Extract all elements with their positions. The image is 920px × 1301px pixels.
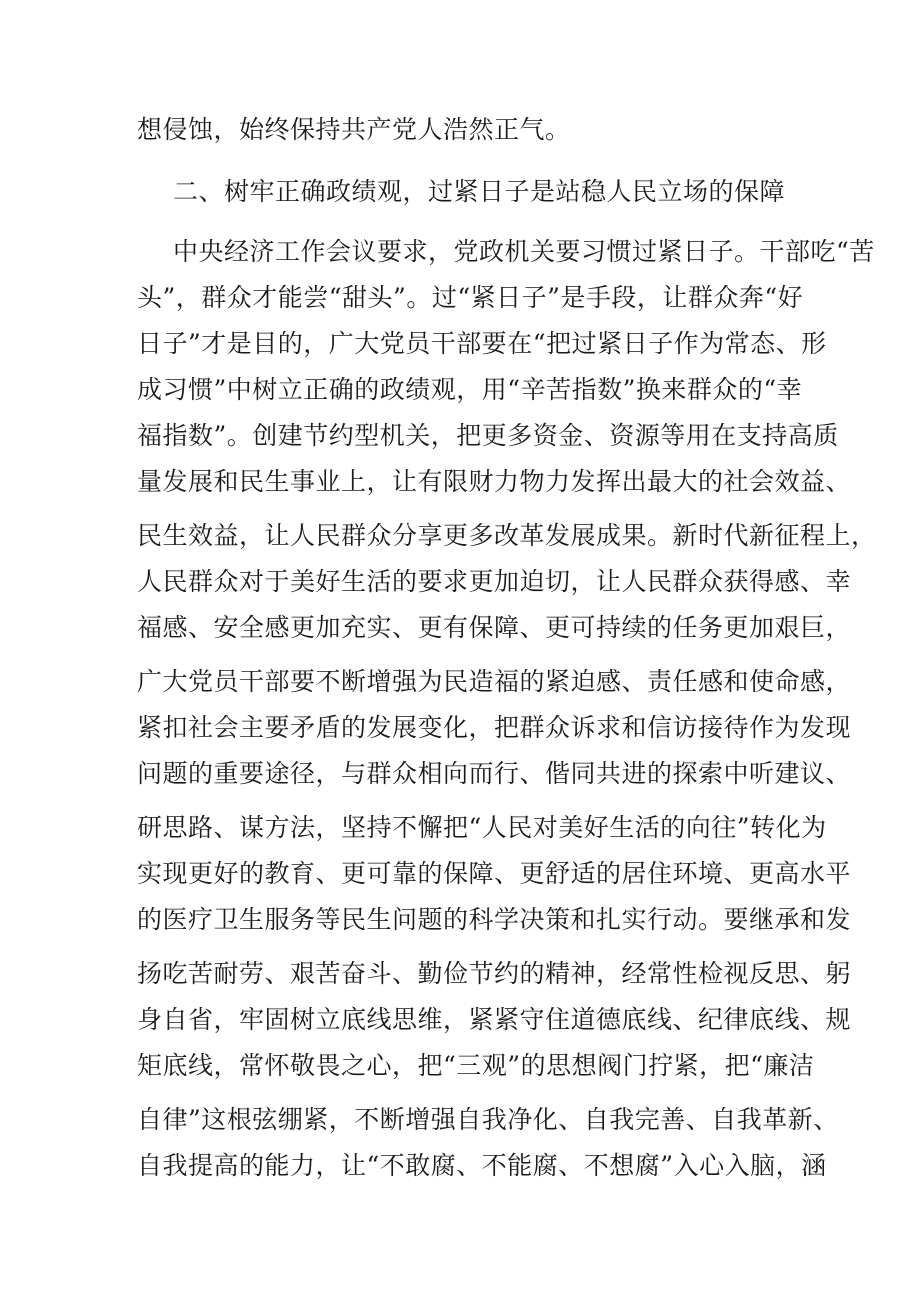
paragraph-line: 紧扣社会主要矛盾的发展变化，把群众诉求和信访接待作为发现	[137, 713, 852, 742]
paragraph-line: 头”，群众才能尝“甜头”。过“紧日子”是手段，让群众奔“好	[137, 283, 804, 312]
paragraph-line: 问题的重要途径，与群众相向而行、偕同共进的探索中听建议、	[137, 759, 852, 788]
paragraph-line: 自律”这根弦绷紧，不断增强自我净化、自我完善、自我革新、	[137, 1105, 839, 1134]
paragraph-line: 扬吃苦耐劳、艰苦奋斗、勤俭节约的精神，经常性检视反思、躬	[137, 959, 852, 988]
paragraph-line: 量发展和民生事业上，让有限财力物力发挥出最大的社会效益、	[137, 467, 852, 496]
paragraph-line: 福感、安全感更加充实、更有保障、更可持续的任务更加艰巨，	[137, 613, 852, 642]
paragraph-line: 的医疗卫生服务等民生问题的科学决策和扎实行动。要继承和发	[137, 905, 852, 934]
paragraph-line: 研思路、谋方法，坚持不懈把“人民对美好生活的向往”转化为	[137, 813, 827, 842]
paragraph-line: 人民群众对于美好生活的要求更加迫切，让人民群众获得感、幸	[137, 567, 852, 596]
continuation-line: 想侵蚀，始终保持共产党人浩然正气。	[137, 115, 571, 144]
paragraph-line: 日子”才是目的，广大党员干部要在“把过紧日子作为常态、形	[137, 329, 827, 358]
paragraph-line: 成习惯”中树立正确的政绩观，用“辛苦指数”换来群众的“幸	[137, 375, 803, 404]
paragraph-line: 民生效益，让人民群众分享更多改革发展成果。新时代新征程上，	[137, 521, 877, 550]
paragraph-line: 自我提高的能力，让“不敢腐、不能腐、不想腐”入心入脑，涵	[137, 1151, 827, 1180]
section-heading: 二、树牢正确政绩观，过紧日子是站稳人民立场的保障	[173, 177, 786, 206]
paragraph-line: 中央经济工作会议要求，党政机关要习惯过紧日子。干部吃“苦	[173, 237, 875, 266]
paragraph-line: 福指数”。创建节约型机关，把更多资金、资源等用在支持高质	[137, 421, 839, 450]
paragraph-line: 身自省，牢固树立底线思维，紧紧守住道德底线、纪律底线、规	[137, 1005, 852, 1034]
paragraph-line: 广大党员干部要不断增强为民造福的紧迫感、责任感和使命感，	[137, 667, 852, 696]
paragraph-line: 矩底线，常怀敬畏之心，把“三观”的思想阀门拧紧，把“廉洁	[137, 1051, 815, 1080]
paragraph-line: 实现更好的教育、更可靠的保障、更舒适的居住环境、更高水平	[137, 859, 852, 888]
